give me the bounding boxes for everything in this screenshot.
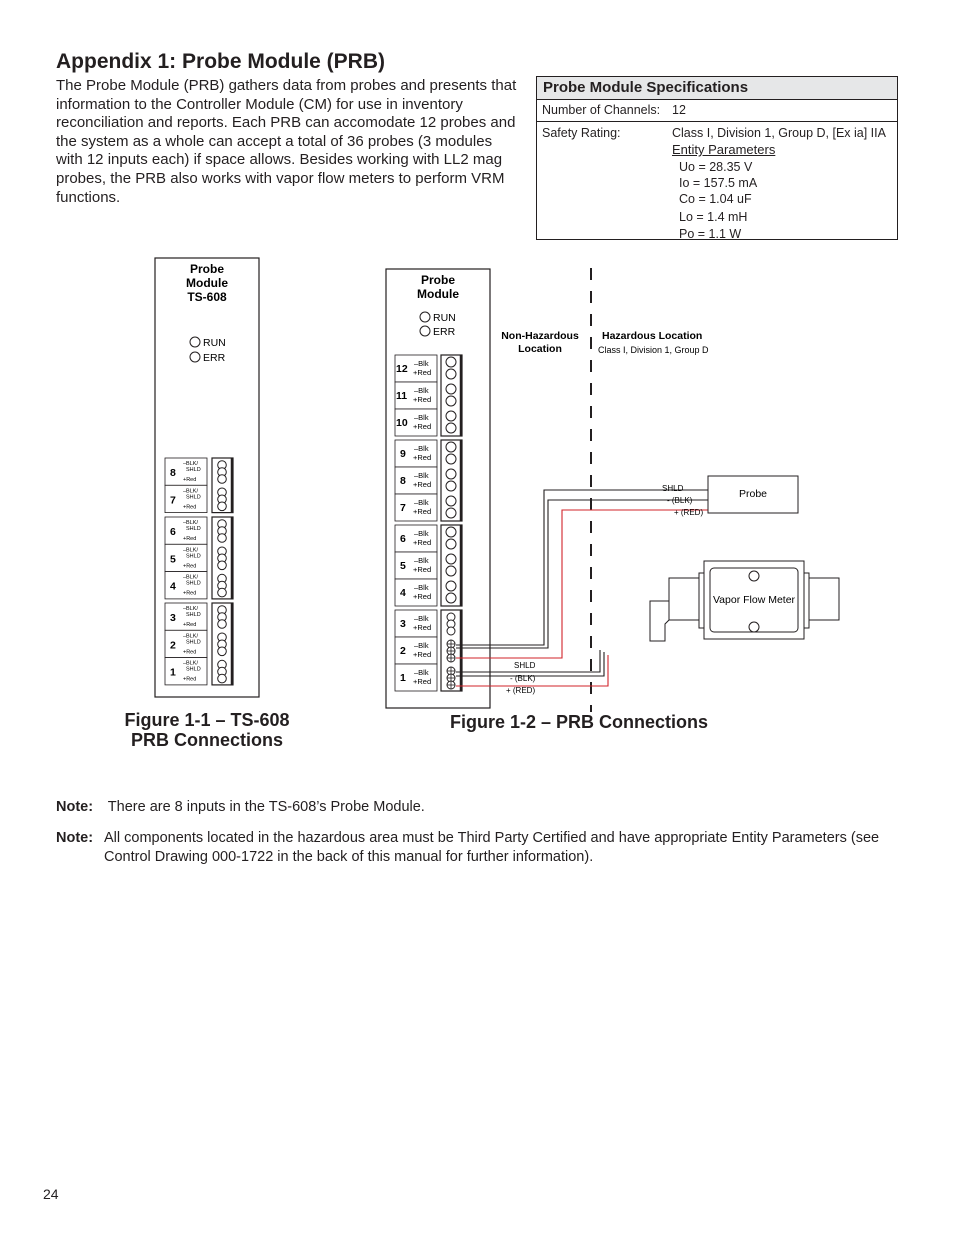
terminal-screw-icon xyxy=(446,566,456,576)
figure-1-1-caption xyxy=(95,710,319,750)
probe-label: Probe xyxy=(738,488,768,500)
ts608-title-2: Module xyxy=(186,276,228,290)
wire-label: +Red xyxy=(183,590,197,597)
wire-label: +Red xyxy=(183,649,197,656)
terminal-screw-icon xyxy=(446,454,456,464)
note-2-text: All components located in the hazardous area must be Third Party Certified and have appropriate Entity Parameters (see Control Drawing 000-1722 in the back of this manual for further information). xyxy=(104,830,880,865)
wire-label: –Blk xyxy=(414,386,429,395)
channels-label: Number of Channels: xyxy=(542,103,661,117)
wire-label: +Red xyxy=(413,565,432,574)
non-hazardous-label-2: Location xyxy=(518,343,562,355)
wire-label: +Red xyxy=(183,676,197,683)
channel-number: 7 xyxy=(170,494,176,507)
channel-number: 1 xyxy=(170,666,176,679)
wire-label: –Blk xyxy=(414,668,429,677)
wire-label: –Blk xyxy=(414,556,429,565)
prb-run-label: RUN xyxy=(433,312,456,324)
channel-number: 7 xyxy=(400,502,406,514)
terminal-screw-icon xyxy=(446,481,456,491)
channels-value: 12 xyxy=(672,103,686,117)
wire-label: –BLK/ xyxy=(183,520,198,526)
wire-label: +Red xyxy=(183,622,197,628)
probe-wiring xyxy=(456,490,708,658)
probe-wire-shld: SHLD xyxy=(662,484,684,493)
channel-number: 2 xyxy=(170,639,176,652)
channel-number: 3 xyxy=(170,612,176,624)
wire-label: –Blk xyxy=(414,471,429,480)
terminal-screw-icon xyxy=(218,534,227,543)
channel-number: 1 xyxy=(400,672,406,684)
terminal-screw-icon xyxy=(446,581,456,591)
wire-label: –Blk xyxy=(414,583,429,592)
ts608-module xyxy=(155,258,259,697)
wire-label: –BLK/ xyxy=(183,461,198,467)
wire-label: +Red xyxy=(413,623,432,632)
safety-value: Class I, Division 1, Group D, [Ex ia] IIA xyxy=(672,126,886,140)
wire-label: +Red xyxy=(413,650,432,659)
wire-label: +Red xyxy=(413,538,432,547)
terminal-screw-icon xyxy=(218,674,227,683)
prb-err-label: ERR xyxy=(433,326,456,338)
wire-label: –Blk xyxy=(414,529,429,538)
terminal-screw-icon xyxy=(218,588,227,597)
figure-1-1-caption-line2: PRB Connections xyxy=(130,730,283,750)
prb-module xyxy=(386,269,490,708)
wire-label: +Red xyxy=(183,477,197,483)
wire-label: +Red xyxy=(413,677,432,686)
channel-number: 3 xyxy=(400,618,406,630)
wire-label: +Red xyxy=(183,504,197,511)
channel-number: 4 xyxy=(400,587,406,599)
terminal-screw-icon xyxy=(446,554,456,564)
intro-paragraph: The Probe Module (PRB) gathers data from probes and presents that information to the Controller Module (CM) for use in inventory reconciliation and reports. Each PRB can accomodate 12 probes and the system as a whole can accept a total of 36 probes (3 modules with 12 inputs each) if space allows. Besides working with LL2 mag probes, the PRB also works with vapor flow meters to perform VRM functions. xyxy=(56,77,517,206)
wire-label: –BLK/ xyxy=(183,488,198,495)
safety-label: Safety Rating: xyxy=(542,126,621,140)
wire-label: –Blk xyxy=(414,413,429,422)
terminal-screw-icon xyxy=(446,593,456,603)
wire-label: –BLK/ xyxy=(183,574,198,581)
wire-label: SHLD xyxy=(186,580,201,587)
terminal-screw-icon xyxy=(446,508,456,518)
terminal-screw-icon xyxy=(446,369,456,379)
wire-label: SHLD xyxy=(186,494,201,501)
note-2 xyxy=(56,829,894,867)
probe-wire-red: + (RED) xyxy=(674,508,704,517)
channel-number: 4 xyxy=(170,580,176,593)
figure-1-1-caption-line1: Figure 1-1 – TS-608 xyxy=(124,710,290,730)
channel-number: 12 xyxy=(396,363,408,375)
terminal-screw-icon xyxy=(446,396,456,406)
channel-number: 10 xyxy=(396,417,408,429)
wire-label: –Blk xyxy=(414,498,429,507)
vapor-label: Vapor Flow Meter xyxy=(712,594,796,606)
wire-label: +Red xyxy=(183,536,197,542)
non-hazardous-label-1: Non-Hazardous xyxy=(501,330,579,342)
wire-label: +Red xyxy=(413,395,432,404)
wire-label: SHLD xyxy=(186,467,201,473)
prb-title-1: Probe xyxy=(420,273,456,287)
terminal-screw-icon xyxy=(446,411,456,421)
channel-number: 8 xyxy=(170,467,176,479)
wire-label: +Red xyxy=(413,368,432,377)
wire-label: –Blk xyxy=(414,641,429,650)
vapor-wire-red: + (RED) xyxy=(506,686,536,695)
note-1-label: Note: xyxy=(56,799,94,815)
wire-label: –BLK/ xyxy=(183,606,198,612)
terminal-screw-icon xyxy=(218,475,227,484)
param-io: Io = 157.5 mA xyxy=(679,176,758,190)
param-co: Co = 1.04 uF xyxy=(679,192,752,206)
terminal-screw-icon xyxy=(446,357,456,367)
note-1-text: There are 8 inputs in the TS-608’s Probe Module. xyxy=(107,799,425,815)
channel-number: 5 xyxy=(400,560,406,572)
channel-number: 9 xyxy=(400,448,406,460)
terminal-screw-icon xyxy=(218,502,227,511)
figure-1-2-caption: Figure 1-2 – PRB Connections xyxy=(449,712,709,732)
channel-number: 8 xyxy=(400,475,406,487)
wire-label: SHLD xyxy=(186,553,201,560)
wire-label: SHLD xyxy=(186,526,201,532)
wire-label: +Red xyxy=(413,453,432,462)
wire-label: –Blk xyxy=(414,359,429,368)
wire-label: +Red xyxy=(413,480,432,489)
note-2-label: Note: xyxy=(56,830,94,846)
terminal-screw-icon xyxy=(218,647,227,656)
param-po: Po = 1.1 W xyxy=(679,227,742,241)
ts608-title-1: Probe xyxy=(189,262,225,276)
spec-heading: Probe Module Specifications xyxy=(537,77,897,100)
wire-label: +Red xyxy=(183,563,197,570)
terminal-screw-icon xyxy=(446,423,456,433)
wire-label: –BLK/ xyxy=(183,547,198,554)
ts608-title-3: TS-608 xyxy=(187,290,227,304)
channel-number: 6 xyxy=(170,526,176,538)
terminal-screw-icon xyxy=(218,561,227,570)
terminal-screw-icon xyxy=(446,539,456,549)
terminal-screw-icon xyxy=(446,442,456,452)
terminal-screw-icon xyxy=(446,496,456,506)
terminal-screw-icon xyxy=(446,527,456,537)
prb-title-2: Module xyxy=(417,287,459,301)
wire-label: –Blk xyxy=(414,614,429,623)
channel-number: 2 xyxy=(400,645,406,657)
terminal-screw-icon xyxy=(447,627,455,635)
note-1 xyxy=(56,798,425,817)
wire-label: +Red xyxy=(413,422,432,431)
terminal-screw-icon xyxy=(218,620,227,629)
vapor-wire-shld: SHLD xyxy=(514,661,536,670)
ts608-err-label: ERR xyxy=(203,352,226,364)
entity-title: Entity Parameters xyxy=(672,142,776,157)
wire-label: –BLK/ xyxy=(183,660,198,667)
terminal-screw-icon xyxy=(446,469,456,479)
terminal-screw-icon xyxy=(446,384,456,394)
wire-label: +Red xyxy=(413,592,432,601)
page-number: 24 xyxy=(43,1186,59,1202)
param-lo: Lo = 1.4 mH xyxy=(679,210,748,224)
channel-number: 6 xyxy=(400,533,406,545)
hazardous-class-label: Class I, Division 1, Group D xyxy=(598,345,709,355)
wire-label: SHLD xyxy=(186,639,201,646)
wire-label: SHLD xyxy=(186,612,201,618)
ts608-run-label: RUN xyxy=(203,337,226,349)
probe-wire-blk: - (BLK) xyxy=(667,496,693,505)
wire-label: –Blk xyxy=(414,444,429,453)
wire-label: +Red xyxy=(413,507,432,516)
channel-number: 11 xyxy=(396,390,408,402)
wire-label: SHLD xyxy=(186,666,201,673)
hazardous-label: Hazardous Location xyxy=(602,330,703,342)
vapor-wire-blk: - (BLK) xyxy=(510,674,536,683)
param-uo: Uo = 28.35 V xyxy=(679,160,753,174)
wire-label: –BLK/ xyxy=(183,633,198,640)
page-title: Appendix 1: Probe Module (PRB) xyxy=(56,50,386,73)
channel-number: 5 xyxy=(170,553,176,566)
